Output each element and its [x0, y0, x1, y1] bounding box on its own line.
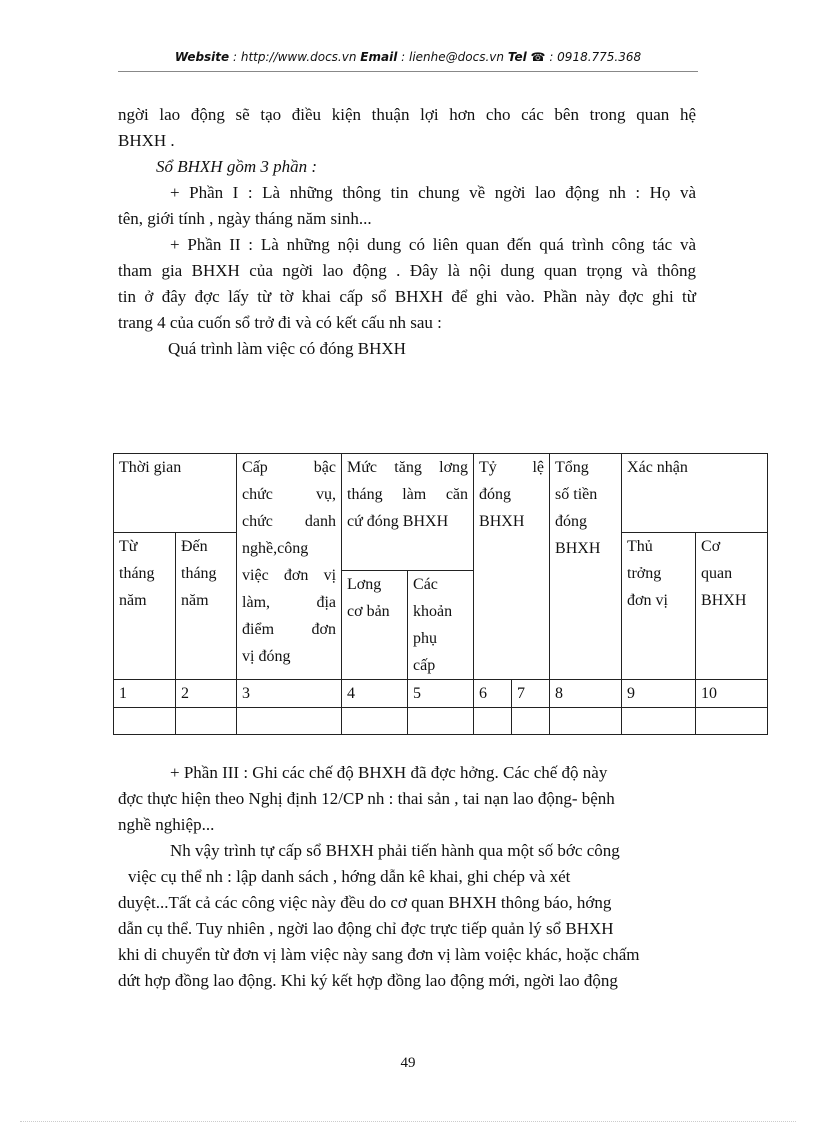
column-number: 9	[622, 680, 696, 708]
text-line: + Phần III : Ghi các chế độ BHXH đã đợc hởng. Các chế độ này	[170, 763, 608, 782]
header-divider	[118, 71, 698, 72]
column-number: 8	[550, 680, 622, 708]
closing-paragraph	[118, 760, 696, 994]
empty-cell	[622, 708, 696, 735]
text-line: ngời lao động sẽ tạo điều kiện thuận lợi hơn cho các bên trong quan hệ	[118, 105, 696, 124]
column-number: 10	[696, 680, 768, 708]
header-tong-so-tien: Tổng số tiền đóng BHXH	[550, 454, 622, 680]
text-line: dẫn cụ thể. Tuy nhiên , ngời lao động chỉ đợc trực tiếp quản lý sổ BHXH	[118, 919, 614, 938]
header-cac-khoan-phu-cap: Các khoản phụ cấp	[408, 571, 474, 680]
column-number: 3	[237, 680, 342, 708]
website-label: Website	[174, 50, 230, 64]
intro-paragraph	[118, 102, 696, 362]
column-number: 6	[474, 680, 512, 708]
text-line: + Phần II : Là những nội dung có liên quan đến quá trình công tác và	[170, 235, 696, 254]
empty-cell	[474, 708, 512, 735]
empty-cell	[176, 708, 237, 735]
header-xac-nhan: Xác nhận	[622, 454, 768, 533]
column-number: 4	[342, 680, 408, 708]
email-label: Email	[360, 50, 398, 64]
page-header	[0, 50, 816, 64]
text-line: + Phần I : Là những thông tin chung về ngời lao động nh : Họ và	[170, 183, 696, 202]
text-line: đợc thực hiện theo Nghị định 12/CP nh : thai sản , tai nạn lao động- bệnh	[118, 789, 615, 808]
text-line: khi di chuyển từ đơn vị làm việc này sang đơn vị làm voiệc khác, hoặc chấm	[118, 945, 640, 964]
text-line: Nh vậy trình tự cấp sổ BHXH phải tiến hành qua một số bớc công	[170, 841, 620, 860]
header-cap-bac: Cấp bậc chức vụ, chức danh nghề,công việc đơn vị làm, địa điểm đơn vị đóng	[237, 454, 342, 680]
empty-cell	[237, 708, 342, 735]
bottom-divider	[20, 1121, 796, 1122]
header-tu-thang-nam: Từ tháng năm	[114, 533, 176, 680]
header-luong-co-ban: Lơng cơ bản	[342, 571, 408, 680]
column-number-row	[114, 680, 768, 708]
tel-value: : 0918.775.368	[549, 50, 642, 64]
text-line: việc cụ thể nh : lập danh sách , hớng dẫn kê khai, ghi chép và xét	[128, 867, 571, 886]
text-line: nghề nghiệp...	[118, 815, 215, 834]
empty-cell	[550, 708, 622, 735]
text-line: tham gia BHXH của ngời lao động . Đây là nội dung quan trọng và thông	[118, 261, 696, 280]
website-value: : http://www.docs.vn	[233, 50, 357, 64]
section-heading: Sổ BHXH gồm 3 phần :	[156, 157, 318, 176]
empty-cell	[512, 708, 550, 735]
text-line: dứt hợp đồng lao động. Khi ký kết hợp đồng lao động mới, ngời lao động	[118, 971, 618, 990]
empty-cell	[342, 708, 408, 735]
header-thoi-gian: Thời gian	[114, 454, 237, 533]
phone-icon: ☎	[530, 50, 546, 64]
header-muc-tang-luong: Mức tăng lơng tháng làm căn cứ đóng BHXH	[342, 454, 474, 571]
text-line: BHXH .	[118, 131, 175, 150]
text-line: duyệt...Tất cả các công việc này đều do cơ quan BHXH thông báo, hớng	[118, 893, 612, 912]
text-line: trang 4 của cuốn sổ trở đi và có kết cấu nh sau :	[118, 313, 442, 332]
empty-data-row	[114, 708, 768, 735]
bhxh-history-table	[113, 453, 768, 735]
header-co-quan-bhxh: Cơ quan BHXH	[696, 533, 768, 680]
empty-cell	[408, 708, 474, 735]
header-ty-le-dong: Tỷ lệ đóng BHXH	[474, 454, 550, 680]
column-number: 7	[512, 680, 550, 708]
column-number: 1	[114, 680, 176, 708]
table-caption: Quá trình làm việc có đóng BHXH	[168, 339, 406, 358]
column-number: 5	[408, 680, 474, 708]
text-line: tin ở đây đợc lấy từ tờ khai cấp sổ BHXH để ghi vào. Phần này đợc ghi từ	[118, 287, 696, 306]
tel-label: Tel	[507, 50, 527, 64]
empty-cell	[114, 708, 176, 735]
empty-cell	[696, 708, 768, 735]
header-den-thang-nam: Đến tháng năm	[176, 533, 237, 680]
text-line: tên, giới tính , ngày tháng năm sinh...	[118, 209, 372, 228]
email-value: : lienhe@docs.vn	[401, 50, 504, 64]
page-number: 49	[400, 1055, 416, 1071]
header-thu-truong: Thủ trởng đơn vị	[622, 533, 696, 680]
column-number: 2	[176, 680, 237, 708]
